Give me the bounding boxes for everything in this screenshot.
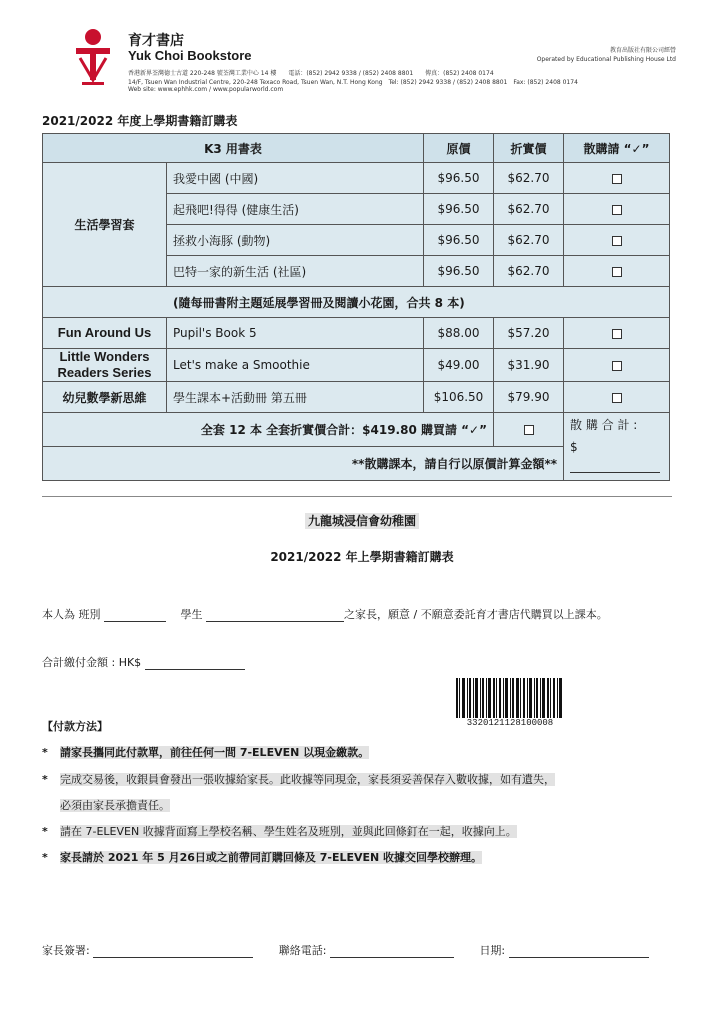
single-sum-cell [564, 413, 670, 481]
barcode-icon [456, 678, 562, 718]
parent-consent-line [42, 606, 608, 622]
store-name-zh: 育才書店 [128, 33, 184, 49]
discount-price: $31.90 [494, 349, 564, 382]
order-table [42, 133, 670, 481]
payment-instruction: * 請家長攜同此付款單，前往任何一間 7-ELEVEN 以現金繳款。 [42, 746, 370, 759]
original-price: $96.50 [424, 163, 494, 194]
header-single-purchase: 散購請 “✓” [564, 134, 670, 163]
date-label: 日期: [479, 944, 506, 957]
amount-label: 合計繳付金額 : HK$ [42, 656, 142, 669]
class-field[interactable] [104, 610, 166, 622]
payment-instruction: 必須由家長承擔責任。 [60, 799, 170, 812]
category-math: 幼兒數學新思維 [43, 382, 167, 413]
consent-text: 之家長，願意 / 不願意委託育才書店代購買以上課本。 [344, 608, 608, 621]
discount-price: $62.70 [494, 225, 564, 256]
original-price: $49.00 [424, 349, 494, 382]
payment-instruction: * 完成交易後，收銀員會發出一張收據給家長。此收據等同現金，家長須妥善保存入數收據，如有遺失， [42, 773, 555, 786]
table-row [43, 287, 670, 318]
original-price: $96.50 [424, 256, 494, 287]
signature-row [42, 942, 649, 958]
discount-price: $62.70 [494, 194, 564, 225]
table-header-row [43, 134, 670, 163]
full-set-total: 全套 12 本 全套折實價合計：$419.80 購買請 “✓” [43, 413, 494, 447]
payment-instruction: * 請在 7-ELEVEN 收據背面寫上學校名稱、學生姓名及班別，並與此回條釘在一起，收據向上。 [42, 825, 517, 838]
header-discount-price: 折實價 [494, 134, 564, 163]
original-price: $88.00 [424, 318, 494, 349]
single-sum-dollar: $ [570, 439, 578, 454]
store-website: Web site: www.ephhk.com / www.popularworld.com [128, 86, 284, 93]
single-purchase-checkbox[interactable] [612, 205, 622, 215]
original-price: $96.50 [424, 194, 494, 225]
single-purchase-checkbox[interactable] [612, 393, 622, 403]
single-purchase-checkbox[interactable] [612, 174, 622, 184]
single-sum-label: 散 購 合 計 : [570, 417, 638, 432]
single-purchase-checkbox[interactable] [612, 329, 622, 339]
single-purchase-checkbox[interactable] [612, 236, 622, 246]
table-row [43, 318, 670, 349]
header-original-price: 原價 [424, 134, 494, 163]
table-row [43, 163, 670, 194]
table-row [43, 349, 670, 382]
table-row [43, 413, 670, 447]
book-title: 我愛中國 (中國) [167, 163, 424, 194]
student-label: 學生 [180, 608, 203, 621]
table-row [43, 382, 670, 413]
date-field[interactable] [509, 946, 649, 958]
student-name-field[interactable] [206, 610, 344, 622]
order-form-title: 2021/2022 年度上學期書籍訂購表 [42, 114, 238, 128]
payment-instruction: * 家長請於 2021 年 5 月26日或之前帶同訂購回條及 7-ELEVEN 收據交回學校辦理。 [42, 851, 483, 864]
store-name-en: Yuk Choi Bookstore [128, 48, 252, 63]
parent-signature-field[interactable] [93, 946, 253, 958]
book-title: 學生課本+活動冊 第五冊 [167, 382, 424, 413]
reply-slip-title: 2021/2022 年上學期書籍訂購表 [270, 550, 454, 564]
book-title: Let's make a Smoothie [167, 349, 424, 382]
amount-field[interactable] [145, 658, 245, 670]
class-label: 本人為 班別 [42, 608, 101, 621]
discount-price: $62.70 [494, 256, 564, 287]
phone-field[interactable] [330, 946, 454, 958]
store-address: 香港新界荃灣德士古道 220-248 號荃灣工業中心 14 樓 電話：(852) 2942 9338 / (852) 2408 8801 傳真：(852) 2408 0174 14/F, Tsuen Wan Industrial Centre, 220-248 Texaco Road, Tsuen Wan, N.T. Hong Kong Tel: (852) 2942 9338 / (852) 2408 8801 Fax: (852) 2408 0174 [128, 70, 578, 86]
book-title: 起飛吧!得得 (健康生活) [167, 194, 424, 225]
phone-label: 聯絡電話: [278, 944, 327, 957]
amount-line [42, 654, 245, 670]
book-title: Pupil's Book 5 [167, 318, 424, 349]
set-note: (隨每冊書附主題延展學習冊及閱讀小花園，合共 8 本) [43, 287, 670, 318]
original-price: $106.50 [424, 382, 494, 413]
single-purchase-checkbox[interactable] [612, 267, 622, 277]
single-purchase-note: **散購課本，請自行以原價計算金額** [43, 447, 564, 481]
category-life-learning: 生活學習套 [43, 163, 167, 287]
divider [42, 496, 672, 497]
header-books: K3 用書表 [43, 134, 424, 163]
barcode-number: 3320121128100008 [466, 718, 554, 728]
school-name: 九龍城浸信會幼稚園 [0, 512, 724, 529]
discount-price: $79.90 [494, 382, 564, 413]
full-set-checkbox[interactable] [524, 425, 534, 435]
discount-price: $62.70 [494, 163, 564, 194]
payment-method-heading: 【付款方法】 [42, 720, 108, 733]
single-purchase-checkbox[interactable] [612, 361, 622, 371]
single-sum-field[interactable] [570, 472, 660, 473]
book-title: 巴特一家的新生活 (社區) [167, 256, 424, 287]
category-fun-around-us: Fun Around Us [43, 318, 167, 349]
original-price: $96.50 [424, 225, 494, 256]
category-little-wonders: Little Wonders Readers Series [43, 349, 167, 382]
bookstore-logo-icon [72, 28, 114, 90]
parent-signature-label: 家長簽署: [42, 944, 90, 957]
discount-price: $57.20 [494, 318, 564, 349]
book-title: 拯救小海豚 (動物) [167, 225, 424, 256]
letterhead [66, 20, 686, 100]
operated-by: 教育出版社有限公司經營 Operated by Educational Publishing House Ltd [536, 47, 676, 63]
